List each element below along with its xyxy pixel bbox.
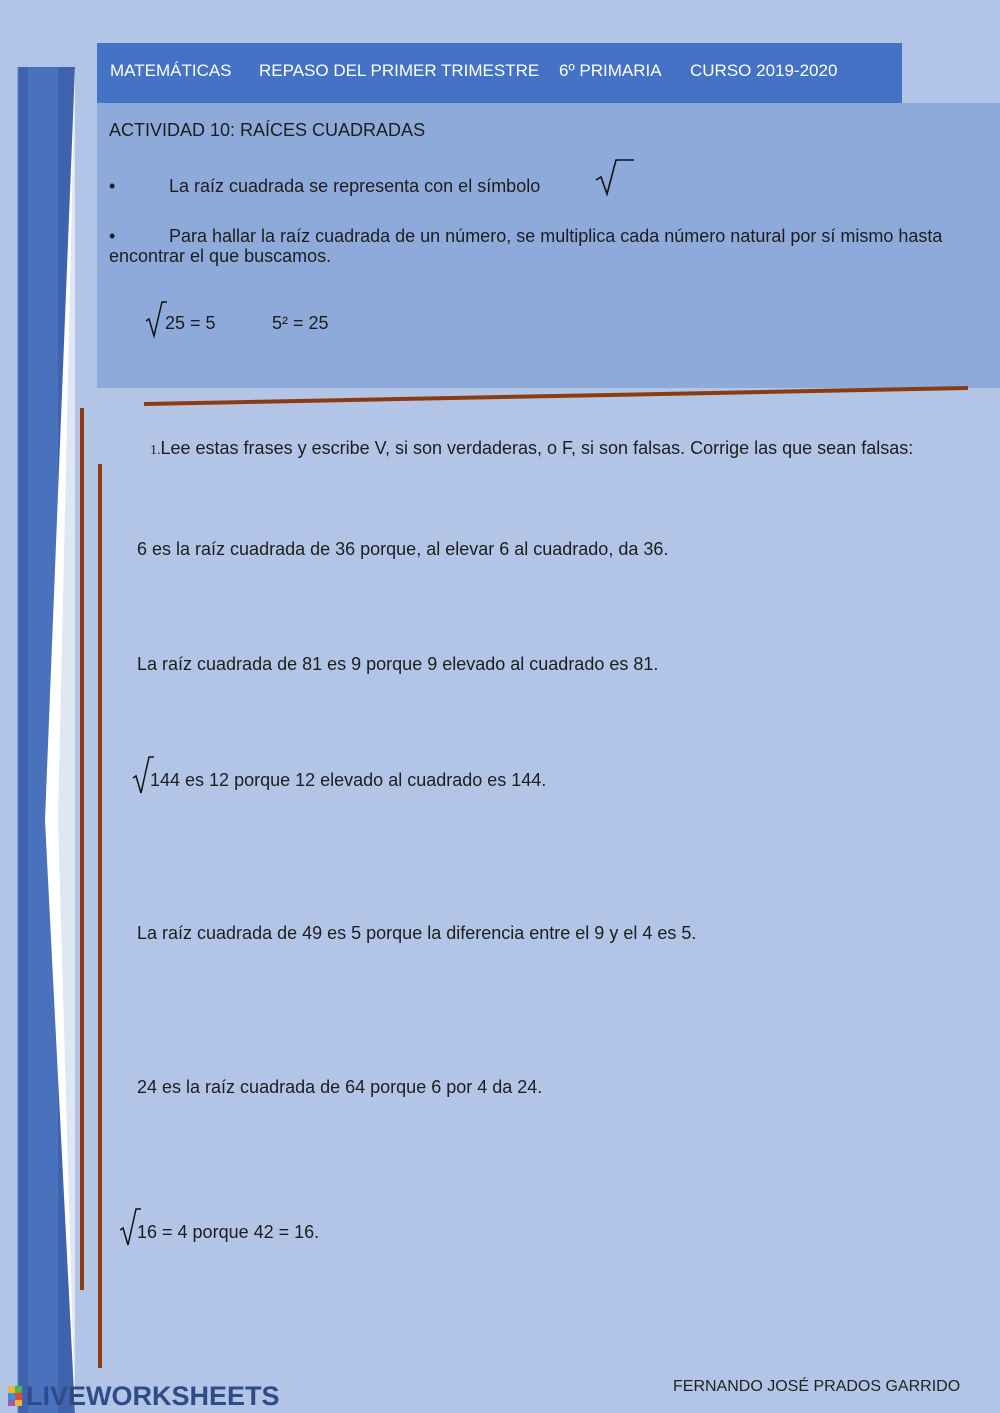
bullet-text: La raíz cuadrada se representa con el símbolo [169, 176, 541, 196]
theory-bullet [109, 226, 987, 266]
square-root-icon [145, 299, 167, 339]
statement-text: 144 es 12 porque 12 elevado al cuadrado es 144. [150, 770, 547, 790]
statement-item: La raíz cuadrada de 81 es 9 porque 9 elevado al cuadrado es 81. [137, 654, 659, 674]
theory-box [97, 103, 1000, 388]
header-bar [97, 43, 902, 103]
exercise-instruction [150, 436, 960, 463]
statement-item: 24 es la raíz cuadrada de 64 porque 6 por 4 da 24. [137, 1077, 543, 1097]
statement-text: 16 = 4 porque 42 = 16. [137, 1222, 320, 1242]
header-course: CURSO 2019-2020 [690, 61, 838, 80]
bullet-text: Para hallar la raíz cuadrada de un número, se multiplica cada número natural por sí mismo hasta encontrar el que buscamos. [109, 226, 943, 266]
square-root-icon [119, 1206, 141, 1248]
instruction-text: Lee estas frases y escribe V, si son verdaderas, o F, si son falsas. Corrige las que sean falsas: [160, 438, 914, 458]
statement-item: 6 es la raíz cuadrada de 36 porque, al elevar 6 al cuadrado, da 36. [137, 539, 669, 559]
example-root [145, 313, 216, 334]
activity-title: ACTIVIDAD 10: RAÍCES CUADRADAS [109, 120, 426, 140]
logo-text: LIVEWORKSHEETS [26, 1381, 280, 1411]
exercise-number: 1. [150, 443, 161, 458]
square-root-icon [594, 156, 634, 200]
bullet-dot: • [109, 226, 116, 246]
statement-item: La raíz cuadrada de 49 es 5 porque la diferencia entre el 9 y el 4 es 5. [137, 923, 697, 943]
statement-item [150, 770, 546, 791]
header-grade: 6º PRIMARIA [559, 61, 662, 80]
square-root-icon [132, 754, 154, 796]
header-topic: REPASO DEL PRIMER TRIMESTRE [259, 61, 540, 80]
header-subject: MATEMÁTICAS [110, 61, 232, 80]
bullet-dot: • [109, 176, 116, 196]
author-name: FERNANDO JOSÉ PRADOS GARRIDO [673, 1378, 961, 1395]
example-power: 5² = 25 [272, 313, 329, 333]
example-root-text: 25 = 5 [165, 313, 216, 333]
statement-item [137, 1222, 319, 1243]
